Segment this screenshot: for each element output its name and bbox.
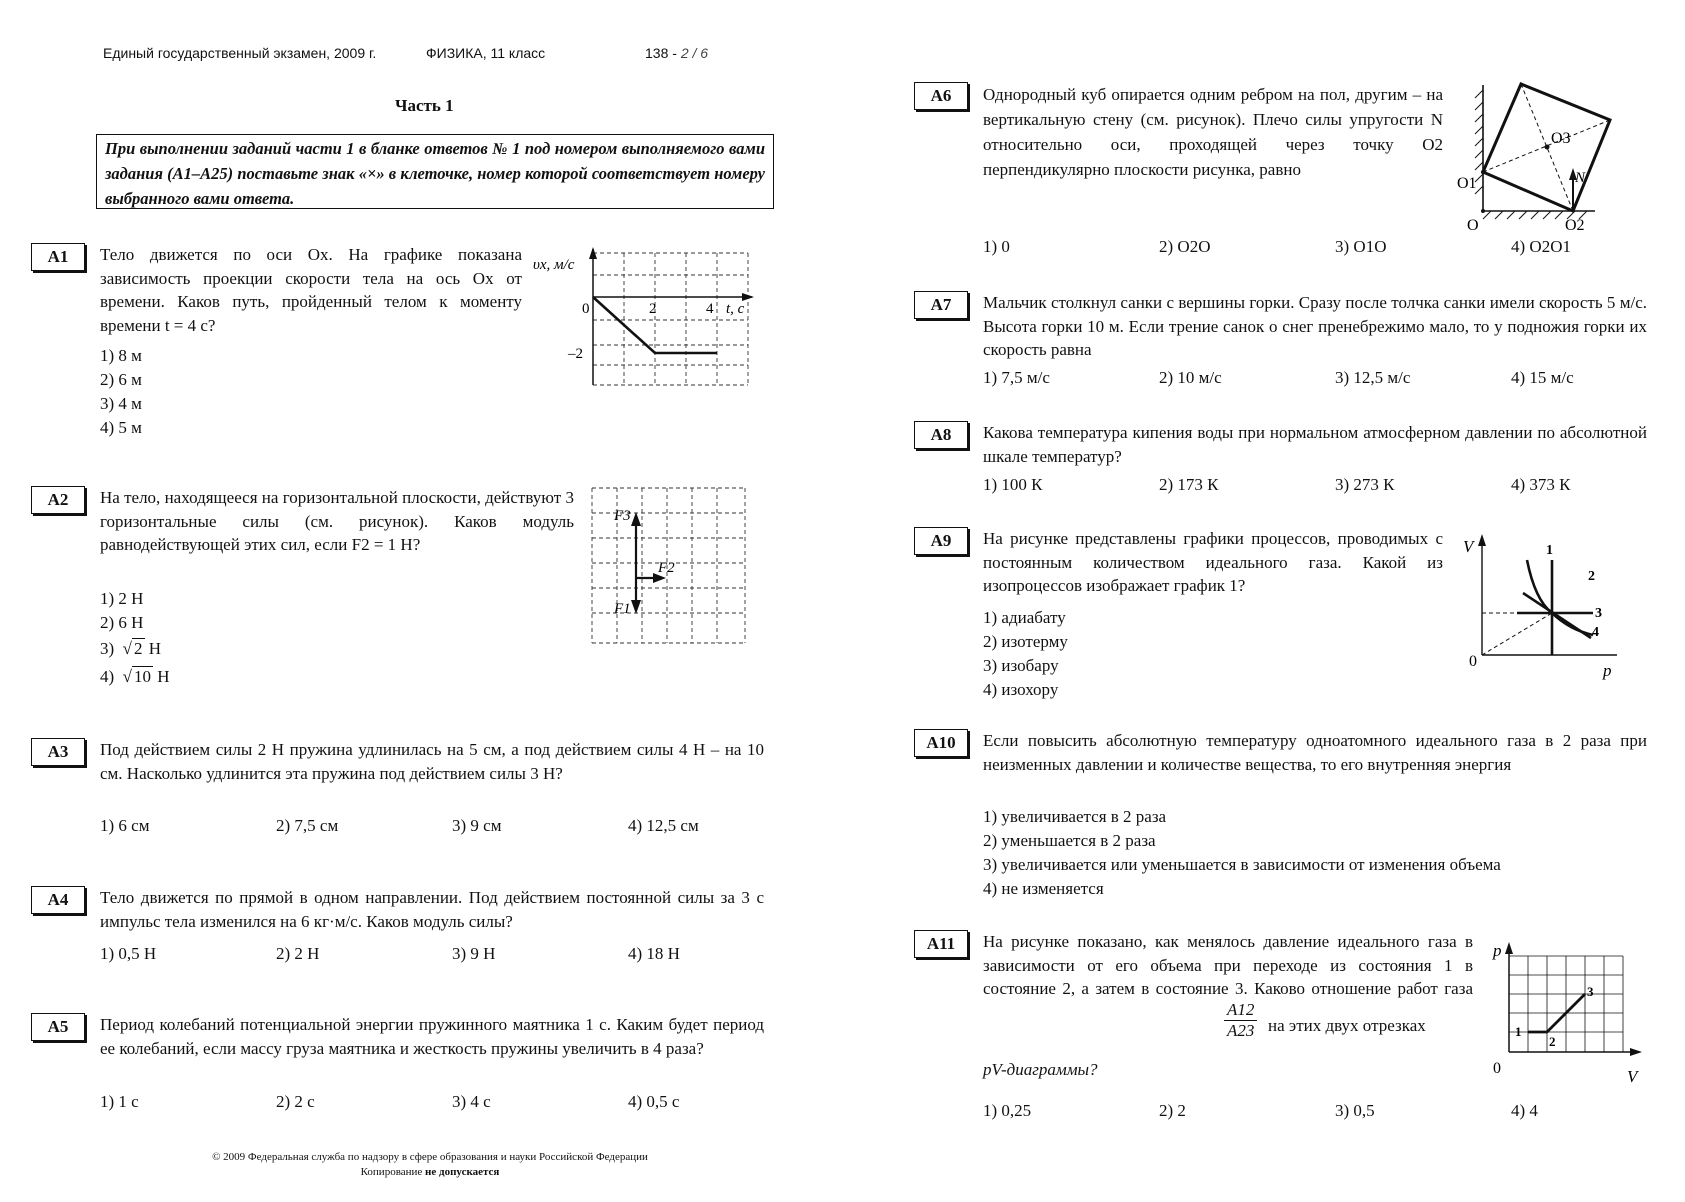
footer-copy-notice [150, 1165, 710, 1180]
options-a1 [100, 344, 142, 440]
question-text-a11: На рисунке показано, как менялось давление идеального газа в зависимости от его объема при переходе из состояния 1 в состояние 2, а затем в состояние 3. Каково отношение работ газа [983, 932, 1473, 998]
option-a1-4[interactable]: 4) 5 м [100, 418, 142, 437]
question-text-a5: Период колебаний потенциальной энергии пружинного маятника 1 с. Каким будет период ее колебаний, если массу груза маятника и жесткость пружины увеличить в 4 раза? [100, 1015, 764, 1058]
pv-origin: 0 [1493, 1060, 1501, 1077]
label-o: O [1467, 217, 1479, 234]
state-label-3: 3 [1587, 984, 1594, 999]
option-a2-3-num: 3) [100, 639, 115, 658]
option-a11-3[interactable]: 3) 0,5 [1335, 1101, 1375, 1120]
fraction-denominator: A23 [1227, 1021, 1255, 1040]
option-a7-2[interactable]: 2) 10 м/с [1159, 368, 1222, 387]
point-o1 [1481, 170, 1485, 174]
work-ratio-fraction [1224, 1000, 1257, 1041]
label-n: N [1575, 170, 1586, 186]
option-a9-2[interactable]: 2) изотерму [983, 632, 1068, 651]
curve-label-1: 1 [1546, 543, 1553, 558]
question-text-a2: На тело, находящееся на горизонтальной плоскости, действуют 3 горизонтальные силы (см. рисунок). Каков модуль равнодействующей этих сил, если F2 = 1 Н? [100, 488, 574, 554]
option-a2-4-unit: Н [157, 667, 170, 686]
option-a3-3[interactable]: 3) 9 см [452, 816, 502, 835]
option-a7-3[interactable]: 3) 12,5 м/с [1335, 368, 1411, 387]
page-of: 2 / 6 [680, 45, 709, 61]
options-a4 [100, 944, 804, 964]
question-text-a6: Однородный куб опирается одним ребром на пол, другим – на вертикальную стену (см. рисунок). Плечо силы упругости N относительно оси, проходящей через точку O2 перпендикулярно плоскости рисунка, равно [983, 85, 1443, 179]
options-a3 [100, 816, 804, 836]
graph-ylabel: υx, м/с [533, 257, 575, 273]
question-text-a11-cont: на этих двух отрезках [1268, 1016, 1426, 1035]
options-a10 [983, 805, 1501, 901]
graph-tick-4: 4 [706, 301, 714, 317]
pv-v-label: V [1627, 1067, 1638, 1086]
force-f1-arrow [631, 600, 641, 614]
option-a10-1[interactable]: 1) увеличивается в 2 раза [983, 807, 1167, 826]
option-a11-1[interactable]: 1) 0,25 [983, 1101, 1032, 1120]
point-o3 [1545, 145, 1550, 150]
option-a5-2[interactable]: 2) 2 с [276, 1092, 315, 1111]
process-4 [1523, 593, 1591, 638]
option-a8-1[interactable]: 1) 100 К [983, 475, 1043, 494]
instruction-box: При выполнении заданий части 1 в бланке ответов № 1 под номером выполняемого вами задания (А1–А25) поставьте знак «×» в клеточке, номер которой соответствует номеру выбранного вами ответа. [96, 134, 774, 209]
option-a7-1[interactable]: 1) 7,5 м/с [983, 368, 1050, 387]
forces-figure [590, 486, 750, 648]
graph-v-label: V [1463, 537, 1474, 556]
state-label-2: 2 [1549, 1034, 1556, 1049]
subject-header: ФИЗИКА, 11 класс [426, 45, 546, 61]
question-label-a6: А6 [914, 82, 968, 110]
question-label-a8: А8 [914, 421, 968, 449]
option-a11-4[interactable]: 4) 4 [1511, 1101, 1538, 1120]
force-f2-label: F2 [658, 560, 675, 576]
label-o2: O2 [1565, 217, 1585, 234]
footer-copy-bold: не допускается [425, 1166, 500, 1178]
force-f1-label: F1 [614, 601, 631, 617]
option-a2-4[interactable]: 4) √ 10 Н [100, 667, 170, 686]
footer-copy-text: Копирование [360, 1166, 426, 1178]
question-text-a7: Мальчик столкнул санки с вершины горки. Сразу после толчка санки имели скорость 5 м/с. Высота горки 10 м. Если трение санок о снег пренебрежимо мало, то у подножия горки их скорость равна [983, 293, 1647, 359]
isoprocess-graph [1455, 530, 1630, 680]
options-a7 [983, 368, 1685, 388]
option-a1-3[interactable]: 3) 4 м [100, 394, 142, 413]
option-a5-1[interactable]: 1) 1 с [100, 1092, 139, 1111]
option-a1-2[interactable]: 2) 6 м [100, 370, 142, 389]
footer-copyright: © 2009 Федеральная служба по надзору в сфере образования и науки Российской Федерации [212, 1151, 648, 1163]
page-prefix: 138 - [645, 45, 681, 61]
label-o1: O1 [1457, 175, 1477, 192]
options-a9 [983, 606, 1068, 702]
option-a8-3[interactable]: 3) 273 К [1335, 475, 1395, 494]
option-a1-1[interactable]: 1) 8 м [100, 346, 142, 365]
graph-tick-2: 2 [649, 301, 657, 317]
fraction-numerator: A12 [1224, 1000, 1257, 1021]
question-label-a2: А2 [31, 486, 85, 514]
question-text-a11-end: pV-диаграммы? [983, 1060, 1098, 1079]
option-a8-4[interactable]: 4) 373 К [1511, 475, 1571, 494]
question-label-a3: А3 [31, 738, 85, 766]
graph-p-label: p [1603, 661, 1612, 680]
option-a6-2[interactable]: 2) O2O [1159, 237, 1211, 256]
option-a4-3[interactable]: 3) 9 Н [452, 944, 496, 963]
curve-label-2: 2 [1588, 569, 1595, 584]
option-a2-4-num: 4) [100, 667, 115, 686]
graph-origin-a9: 0 [1469, 653, 1477, 670]
option-a2-3[interactable]: 3) √ 2 Н [100, 639, 162, 658]
v-axis-arrow [1478, 534, 1486, 546]
option-a3-4[interactable]: 4) 12,5 см [628, 816, 699, 835]
v-axis-arrow [1630, 1048, 1642, 1056]
graph-origin: 0 [582, 301, 590, 317]
force-f3-arrow [631, 512, 641, 526]
question-label-a9: А9 [914, 527, 968, 555]
option-a6-1[interactable]: 1) 0 [983, 237, 1010, 256]
part-title: Часть 1 [395, 96, 454, 115]
point-o [1481, 209, 1485, 213]
force-f3-label: F3 [614, 508, 631, 524]
options-a8 [983, 475, 1685, 495]
option-a9-1[interactable]: 1) адиабату [983, 608, 1066, 627]
option-a9-3[interactable]: 3) изобару [983, 656, 1059, 675]
exam-header: Единый государственный экзамен, 2009 г. [103, 45, 377, 61]
graph-xlabel: t, с [726, 301, 745, 317]
option-a11-2[interactable]: 2) 2 [1159, 1101, 1186, 1120]
option-a2-3-unit: Н [148, 639, 162, 658]
option-a2-3-root: 2 [134, 639, 143, 658]
option-a4-4[interactable]: 4) 18 Н [628, 944, 680, 963]
footer [150, 1150, 710, 1180]
option-a2-4-root: 10 [134, 667, 152, 686]
question-text-a3: Под действием силы 2 Н пружина удлинилась на 5 см, а под действием силы 4 Н – на 10 см. Насколько удлинится эта пружина под действием силы 3 Н? [100, 740, 764, 783]
options-a11 [983, 1101, 1685, 1121]
option-a4-1[interactable]: 1) 0,5 Н [100, 944, 157, 963]
pv-p-label: p [1493, 941, 1502, 960]
question-text-a10: Если повысить абсолютную температуру одноатомного идеального газа в 2 раза при неизменных давлении и количестве вещества, то его внутренняя энергия [983, 731, 1647, 774]
option-a8-2[interactable]: 2) 173 К [1159, 475, 1219, 494]
page-number [645, 45, 708, 61]
question-label-a10: А10 [914, 729, 968, 757]
question-label-a4: А4 [31, 886, 85, 914]
option-a3-2[interactable]: 2) 7,5 см [276, 816, 339, 835]
option-a4-2[interactable]: 2) 2 Н [276, 944, 320, 963]
option-a10-3[interactable]: 3) увеличивается или уменьшается в зависимости от изменения объема [983, 855, 1501, 874]
option-a5-4[interactable]: 4) 0,5 с [628, 1092, 680, 1111]
option-a10-2[interactable]: 2) уменьшается в 2 раза [983, 831, 1156, 850]
question-text-a1: Тело движется по оси Ox. На графике показана зависимость проекции скорости тела на ось Ox от времени. Каков путь, пройденный телом к моменту времени t = 4 с? [100, 245, 522, 335]
options-a5 [100, 1092, 804, 1112]
dash-diagonal [1482, 613, 1552, 655]
question-label-a1: А1 [31, 243, 85, 271]
option-a3-1[interactable]: 1) 6 см [100, 816, 150, 835]
x-axis-arrow [742, 293, 754, 301]
graph-tick-minus2: –2 [568, 346, 583, 362]
p-axis-arrow [1505, 942, 1513, 954]
option-a10-4[interactable]: 4) не изменяется [983, 879, 1104, 898]
option-a2-1[interactable]: 1) 2 Н [100, 589, 144, 608]
state-label-1: 1 [1515, 1024, 1522, 1039]
question-label-a7: А7 [914, 291, 968, 319]
option-a6-3[interactable]: 3) O1O [1335, 237, 1387, 256]
option-a6-4[interactable]: 4) O2O1 [1511, 237, 1571, 256]
options-a2 [100, 587, 170, 689]
options-a6 [983, 237, 1685, 257]
process-2 [1527, 560, 1593, 635]
curve-label-4: 4 [1592, 625, 1599, 640]
question-label-a11: А11 [914, 930, 968, 958]
question-label-a5: А5 [31, 1013, 85, 1041]
option-a5-3[interactable]: 3) 4 с [452, 1092, 491, 1111]
option-a2-2[interactable]: 2) 6 Н [100, 613, 144, 632]
curve-label-3: 3 [1595, 606, 1602, 621]
pv-diagram [1485, 940, 1645, 1090]
option-a7-4[interactable]: 4) 15 м/с [1511, 368, 1574, 387]
question-text-a4: Тело движется по прямой в одном направлении. Под действием постоянной силы за 3 с импульс тела изменился на 6 кг·м/с. Каков модуль силы? [100, 888, 764, 931]
velocity-time-graph [530, 245, 760, 390]
question-text-a9: На рисунке представлены графики процессов, проводимых с постоянным количеством идеального газа. Какой из изопроцессов изображает график 1? [983, 529, 1443, 595]
label-o3: O3 [1551, 130, 1571, 147]
option-a9-4[interactable]: 4) изохору [983, 680, 1059, 699]
cube-figure [1455, 80, 1625, 235]
question-text-a8: Какова температура кипения воды при нормальном атмосферном давлении по абсолютной шкале температур? [983, 423, 1647, 466]
